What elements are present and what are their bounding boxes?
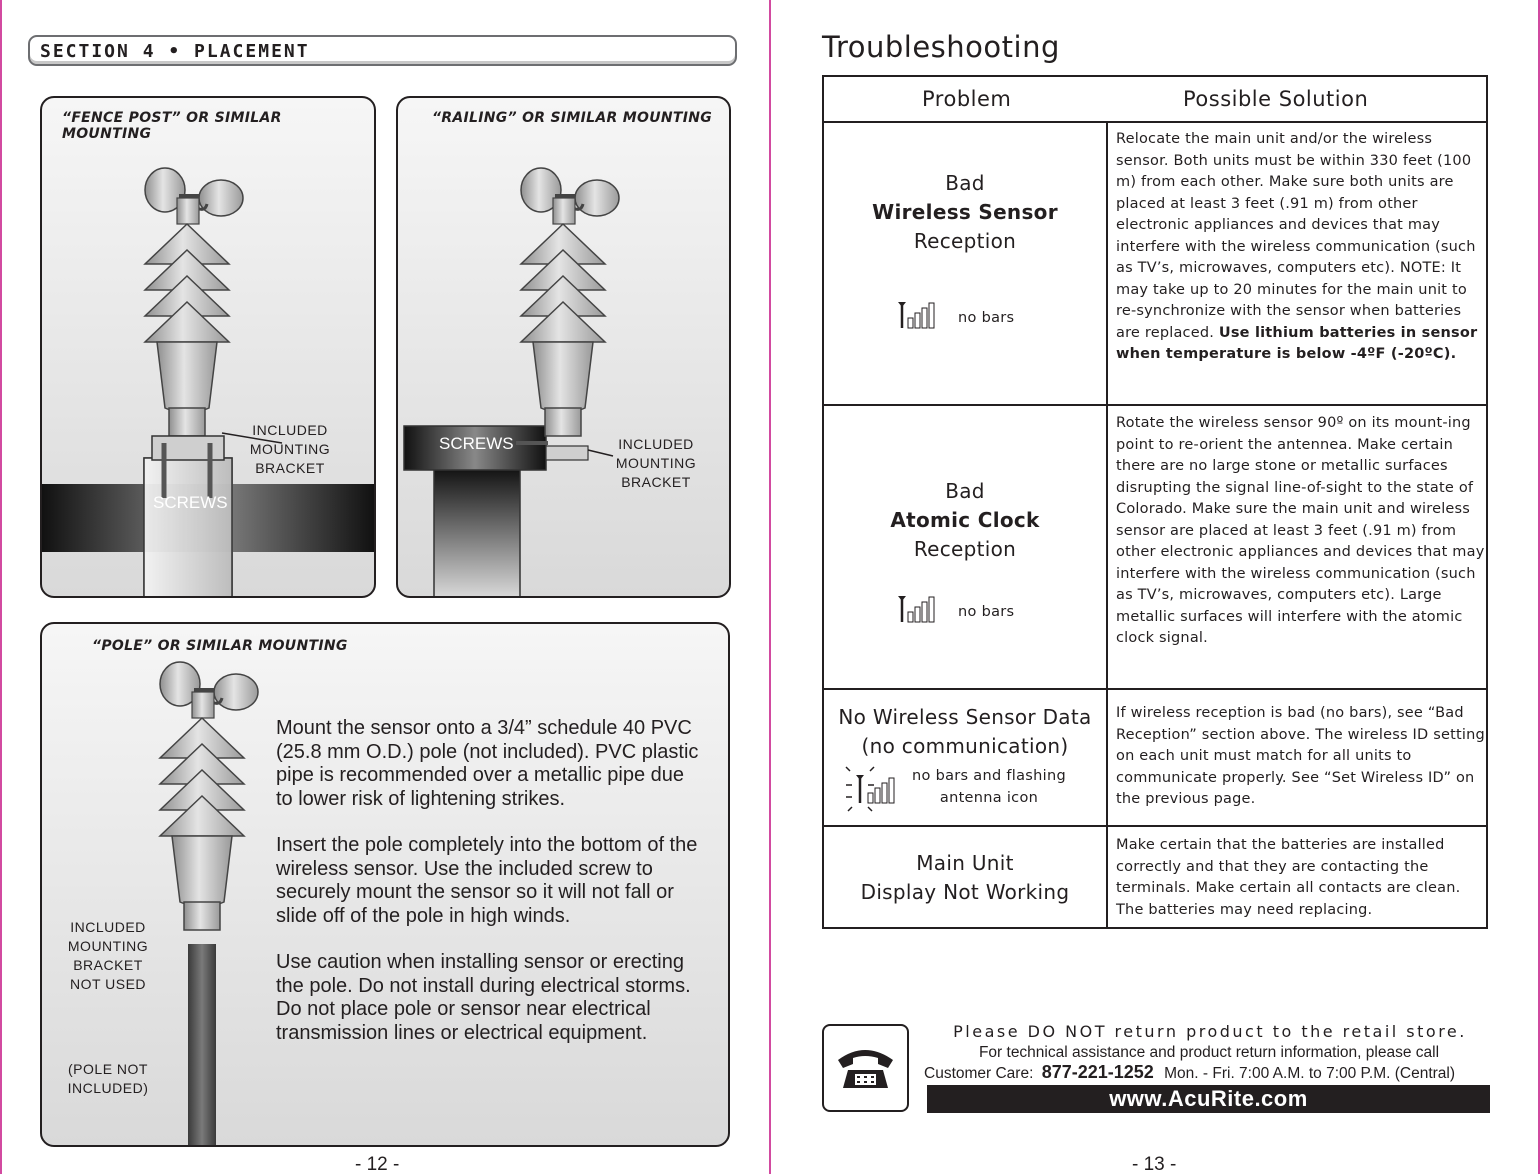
section-header-text: SECTION 4 • PLACEMENT (40, 41, 310, 62)
railing-panel (396, 96, 731, 598)
railing-screws-label: SCREWS (439, 434, 514, 453)
signal-bars-icon (898, 594, 938, 624)
return-notice: Please DO NOT return product to the retail store. (953, 1022, 1467, 1041)
table-row-problem: No Wireless Sensor Data (no communication) (838, 705, 1092, 758)
table-rule (824, 688, 1486, 690)
signal-status-label: no bars (958, 310, 1015, 326)
pole-paragraph: Mount the sensor onto a 3/4” schedule 40 PVC (25.8 mm O.D.) pole (not included). PVC plastic pipe is recommended over a metallic pipe due to lower risk of lightening strikes. (276, 717, 699, 810)
pole-paragraph: Insert the pole completely into the bottom of the wireless sensor. Use the included screw to securely mount the sensor so it will not fall or slide off of the pole in high winds. (276, 834, 698, 927)
table-column-rule (1106, 122, 1108, 929)
pole-title: “POLE” OR SIMILAR MOUNTING (92, 638, 348, 654)
fence-post-illustration (42, 98, 376, 598)
website-link[interactable]: www.AcuRite.com (927, 1085, 1490, 1113)
table-row-solution: Rotate the wireless sensor 90º on its mount-ing point to re-orient the antennea. Make certain there are no large stone or metallic surfaces disrupting the signal line-of-sight to the state of Colorado. Make sure the main unit and wireless sensor are placed at least 3 feet (.91 m) from other electronic appliances and devices that may interfere with the wireless communication (such as TV’s, microwaves, computers etc). Large metallic surfaces will interfere with the atomic clock signal. (1116, 415, 1485, 646)
pole-not-included-note: (POLE NOT INCLUDED) (67, 1061, 149, 1096)
fence-bracket-callout: INCLUDED MOUNTING BRACKET (249, 422, 331, 476)
table-row-problem: Main Unit Display Not Working (860, 851, 1070, 904)
troubleshooting-table (822, 75, 1488, 929)
header-solution: Possible Solution (1183, 87, 1369, 111)
table-row-problem: Bad Wireless Sensor Reception (872, 171, 1058, 253)
fence-post-panel (40, 96, 376, 598)
table-row-solution: Make certain that the batteries are installed correctly and that they are contacting the terminals. Make certain all contacts are clean. The batteries may need replacing. (1116, 837, 1461, 918)
table-row-solution: If wireless reception is bad (no bars), see “Bad Reception” section above. The wireless ID setting on each unit must match for all units to communicate properly. See “Set Wireless ID” on the previous page. (1116, 705, 1485, 807)
section-header (28, 35, 737, 66)
page-title: Troubleshooting (822, 30, 1060, 64)
pole-bracket-callout: INCLUDED MOUNTING BRACKET NOT USED (67, 919, 149, 992)
fence-screws-label: SCREWS (153, 493, 228, 512)
telephone-icon (822, 1024, 909, 1112)
care-hours: Mon. - Fri. 7:00 A.M. to 7:00 P.M. (Central) (1164, 1065, 1456, 1082)
table-row-solution: Relocate the main unit and/or the wireless sensor. Both units must be within 330 feet (100 m) from each other. Make sure both units are placed at least 3 feet (.91 m) from other electronic appliances and devices that may interfere with the wireless communication (such as TV’s, microwaves, computers etc). NOTE: It may take up to 20 minutes for the main unit to re-synchronize with the sensor when batteries are replaced. Use lithium batteries in sensor when temperature is below -4ºF (-20ºC). (1116, 131, 1478, 362)
railing-bracket-callout: INCLUDED MOUNTING BRACKET (615, 436, 697, 490)
header-problem: Problem (922, 87, 1012, 111)
table-rule (824, 121, 1486, 123)
table-rule (824, 825, 1486, 827)
customer-care-line (924, 1062, 1494, 1083)
railing-title: “RAILING” OR SIMILAR MOUNTING (432, 110, 713, 126)
page-number-left: - 12 - (355, 1154, 400, 1174)
pole-instructions (276, 717, 706, 1068)
signal-status-label: no bars and flashing antenna icon (912, 768, 1066, 806)
page-number-right: - 13 - (1132, 1154, 1177, 1174)
assistance-text: For technical assistance and product return information, please call (978, 1044, 1440, 1061)
phone-number: 877-221-1252 (1041, 1062, 1154, 1082)
railing-illustration (398, 98, 731, 598)
signal-bars-icon (898, 300, 938, 330)
flashing-antenna-icon (844, 765, 896, 813)
signal-status-label: no bars (958, 604, 1015, 620)
table-row-problem: Bad Atomic Clock Reception (890, 479, 1040, 561)
page-divider (769, 0, 771, 1174)
fence-post-title: “FENCE POST” OR SIMILAR MOUNTING (62, 110, 282, 142)
care-label: Customer Care: (924, 1065, 1034, 1082)
pole-paragraph: Use caution when installing sensor or erecting the pole. Do not install during electrical storms. Do not place pole or sensor near electrical transmission lines or electrical equipment. (276, 951, 691, 1044)
page-edge-left (0, 0, 2, 1174)
table-rule (824, 404, 1486, 406)
